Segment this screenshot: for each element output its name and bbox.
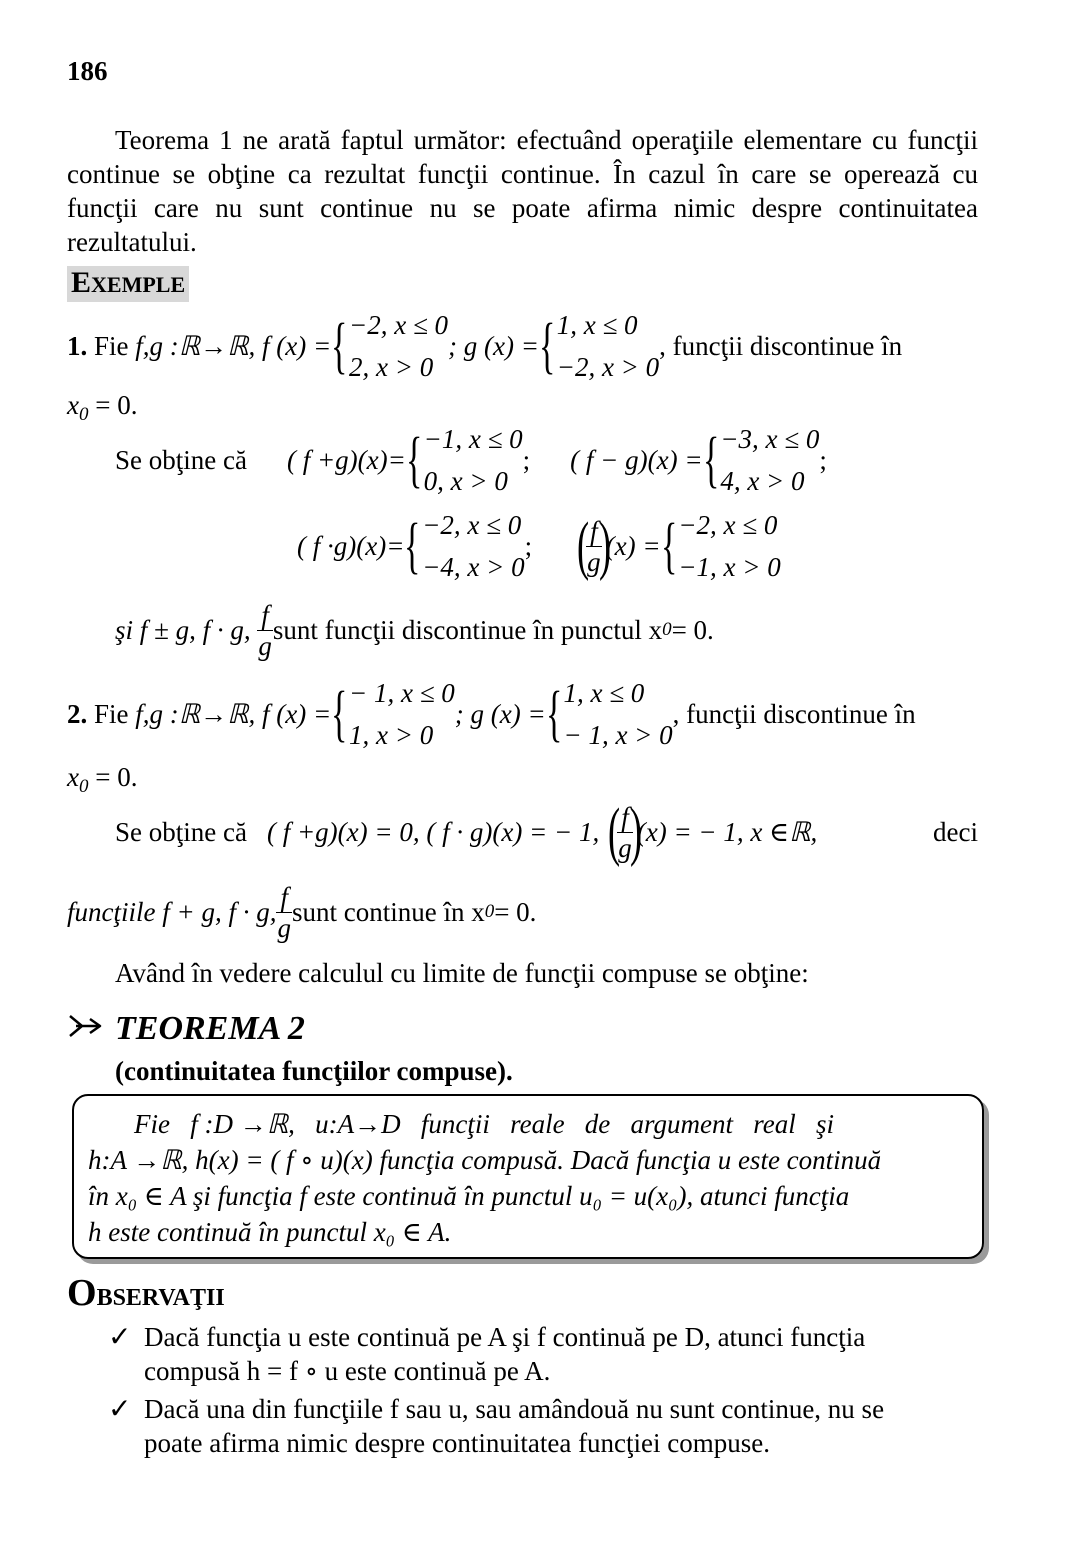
observation-item: ✓ Dacă una din funcţiile f sau u, sau amândouă nu sunt continue, nu se poate afirma nimic despre continuitatea funcţiei compuse.: [108, 1394, 885, 1458]
checkmark-icon: ✓: [108, 1394, 132, 1425]
example-2-conclusion: funcţiile f + g, f · g, $\frac{f}{g}$ sunt continue în x 0 = 0.: [67, 881, 537, 943]
example-2-results: Se obţine că ( f +g)(x) = 0, ( f · g)(x) = − 1, ( $\frac{f}{g}$ ) (x) = − 1, x ∈ℝ, deci: [115, 795, 978, 868]
lead-in-text: Având în vedere calculul cu limite de funcţii compuse se obţine:: [115, 958, 809, 988]
example-1-conclusion: şi f ± g, f · g, $\frac{f}{g}$ sunt funcţii discontinue în punctul x 0 = 0.: [115, 599, 714, 661]
page-number: 186: [67, 56, 108, 86]
intro-paragraph: Teorema 1 ne arată faptul următor: efectuând operaţiile elementare cu funcţii continue se obţine ca rezultat funcţii continue. În cazul în care se operează cu funcţii care nu sunt continue nu se poate afirma nimic despre continuitatea rezultatului.: [67, 125, 978, 257]
theorem-statement: Fie f :D →ℝ, u:A→D funcţii reale de argument real şi h:A →ℝ, h(x) = ( f ∘ u)(x) funcţia compusă. Dacă funcţia u este continuă în x₀ ∈ A şi funcţia f este continuă în punctul u₀ = u(x₀), atunci funcţia h este continuă în punctul x₀ ∈ A.: [88, 1109, 882, 1247]
observation-item: ✓ Dacă funcţia u este continuă pe A şi f continuă pe D, atunci funcţia compusă h = f ∘ u este continuă pe A.: [108, 1322, 866, 1386]
observations-heading: OBSERVAŢII: [67, 1272, 225, 1314]
example-number: 1.: [67, 331, 88, 361]
theorem-title: TEOREMA 2: [115, 1010, 305, 1047]
examples-heading: EXEMPLE: [67, 266, 189, 302]
example-2-point: $x_0 = 0$.: [67, 762, 138, 797]
example-1-point: $x_0 = 0$.: [67, 390, 138, 425]
example-1-definition: 1. Fie f,g :ℝ→ℝ, f (x) = { −2, x ≤ 0 2, x > 0 ; g (x) = { 1, x ≤ 0 −2, x > 0 , funcţii discontinue în: [67, 310, 903, 382]
checkmark-icon: ✓: [108, 1322, 132, 1353]
example-number: 2.: [67, 699, 88, 729]
theorem-subtitle: (continuitatea funcţiilor compuse).: [115, 1056, 513, 1086]
pointing-hand-icon: [68, 1012, 104, 1045]
example-2-definition: 2. Fie f,g :ℝ→ℝ, f (x) = { − 1, x ≤ 0 1, x > 0 ; g (x) = { 1, x ≤ 0 − 1, x > 0 , funcţii discontinue în: [67, 678, 916, 750]
example-1-results-row1: Se obţine că ( f +g)(x)= { −1, x ≤ 0 0, x > 0 ; ( f − g)(x) = { −3, x ≤ 0 4, x > 0 ;: [115, 424, 827, 496]
example-1-results-row2: ( f ·g)(x)= { −2, x ≤ 0 −4, x > 0 ; ( $\frac{f}{g}$ ) (x) = { −2, x ≤ 0 −1, x > 0: [297, 509, 781, 582]
